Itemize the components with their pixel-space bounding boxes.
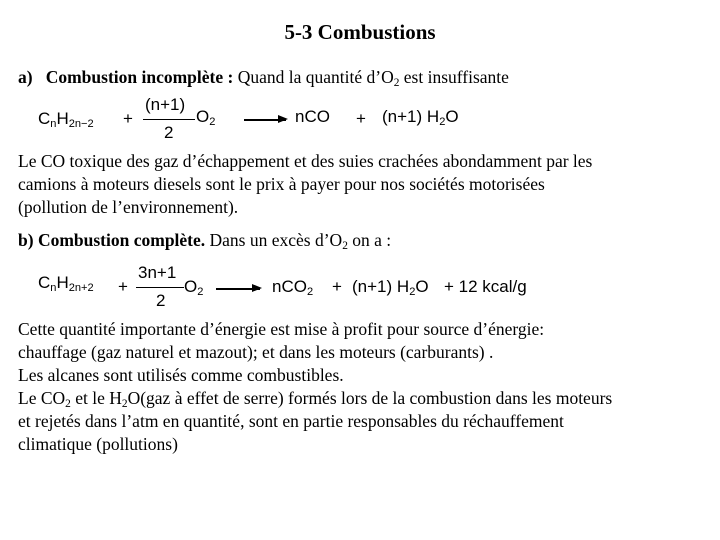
eq1-product-co: nCO [295, 107, 330, 126]
paragraph-energy-use: Cette quantité importante d’énergie est mise à profit pour source d’énergie: chauffage (gaz naturel et mazout); et dans les moteurs (carburants) . Les alcanes sont utilisés comme combustibles. [18, 319, 545, 385]
section-a-marker: a) [18, 67, 33, 87]
eq2-frac-den: 2 [156, 291, 166, 310]
paragraph-co-toxicity: Le CO toxique des gaz d’échappement et des suies crachées abondamment par les camions à moteurs diesels sont le prix à payer pour nos sociétés motorisées (pollution de l’environnement). [18, 151, 593, 217]
section-b-line: b) Combustion complète. Dans un excès $d’O_2$ on a : [18, 230, 392, 252]
eq2-water: (n+1) $H_2O$ [352, 277, 429, 298]
equation-incomplete [0, 95, 720, 145]
eq2-product-co2: nCO$_2$ [272, 277, 314, 298]
eq2-energy: + 12 kcal/g [444, 277, 527, 296]
equation-complete [0, 263, 720, 313]
section-a-heading: Combustion incomplète : [45, 67, 234, 87]
eq2-oxygen: $O_2$ [184, 277, 204, 298]
eq1-water: (n+1) $H_2O$ [382, 107, 459, 128]
eq1-frac-num: (n+1) [145, 95, 186, 114]
eq1-arrow [244, 119, 286, 121]
eq1-plus: + [123, 109, 133, 128]
eq2-frac-num: 3n+1 [138, 263, 177, 282]
eq1-fraction-bar [143, 119, 195, 120]
section-a-line: a) Combustion incomplète : Quand la quantité $d’O_2$ est insuffisante [18, 67, 509, 89]
section-b-marker: b) [18, 230, 34, 250]
eq2-reactant: $C_nH_{2n+2}$ [38, 273, 94, 294]
eq2-arrow [216, 288, 260, 290]
eq2-plus2: + [332, 277, 342, 296]
page-title: 5-3 Combustions [284, 20, 436, 44]
section-b-heading: Combustion complète. [37, 230, 206, 250]
eq2-plus: + [118, 277, 128, 296]
eq2-fraction-bar [136, 287, 184, 288]
eq1-oxygen: $O_2$ [196, 107, 216, 128]
section-a-text: Quand la quantité d’O [233, 67, 394, 87]
eq1-plus2: + [356, 109, 366, 128]
eq1-reactant: $C_nH_{2n-2}$ [38, 109, 94, 130]
paragraph-greenhouse: Le $CO_2$ et le $H_2O(gaz$ à effet de serre) formés lors de la combustion dans les moteurs et rejetés dans l’atm en quantité, sont en partie responsables du réchauffement climatique (pollutions) [18, 388, 613, 454]
eq1-frac-den: 2 [164, 123, 174, 142]
